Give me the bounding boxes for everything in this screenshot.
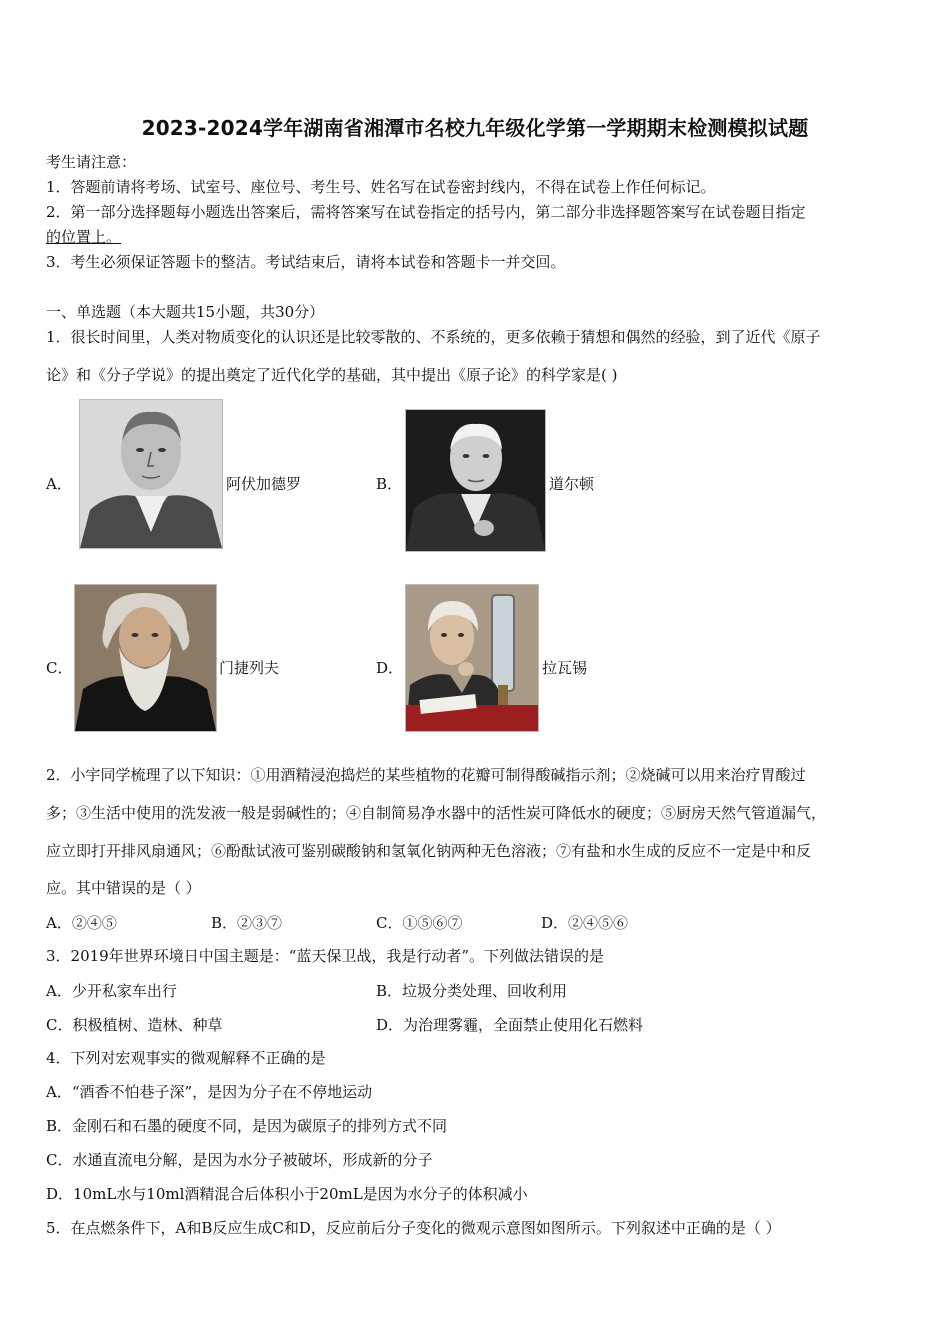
q4-option-a: A．“酒香不怕巷子深”，是因为分子在不停地运动 [46, 1083, 373, 1101]
q4-stem: 4．下列对宏观事实的微观解释不正确的是 [46, 1049, 326, 1067]
q4-option-b: B．金刚石和石墨的硬度不同，是因为碳原子的排列方式不同 [46, 1117, 448, 1135]
notice-item-1: 1．答题前请将考场、试室号、座位号、考生号、姓名写在试卷密封线内，不得在试卷上作任何标记。 [46, 178, 716, 196]
q1-option-d-letter: D． [376, 659, 404, 677]
avogadro-portrait [79, 399, 223, 549]
q3-option-b: B．垃圾分类处理、回收利用 [376, 982, 568, 1000]
page-title: 2023-2024学年湖南省湘潭市名校九年级化学第一学期期末检测模拟试题 [141, 116, 809, 140]
q5-stem: 5．在点燃条件下，A和B反应生成C和D，反应前后分子变化的微观示意图如图所示。下列叙述中正确的是（ ） [46, 1219, 781, 1237]
notice-heading: 考生请注意： [46, 153, 137, 171]
mendeleev-portrait-image [75, 585, 216, 731]
q1-stem-line1: 1．很长时间里，人类对物质变化的认识还是比较零散的、不系统的，更多依赖于猜想和偶然的经验，到了近代《原子 [46, 328, 821, 346]
notice-item-3: 3．考生必须保证答题卡的整洁。考试结束后，请将本试卷和答题卡一并交回。 [46, 253, 566, 271]
q1-option-d-name: 拉瓦锡 [542, 659, 588, 677]
q2-stem-line3: 应立即打开排风扇通风；⑥酚酞试液可鉴别碳酸钠和氢氧化钠两种无色溶液；⑦有盐和水生成的反应不一定是中和反 [46, 842, 812, 860]
q2-stem-line2: 多；③生活中使用的洗发液一般是弱碱性的；④自制简易净水器中的活性炭可降低水的硬度；⑤厨房天然气管道漏气， [46, 804, 827, 822]
notice-item-2-cont: 的位置上。 [46, 228, 122, 246]
q1-option-a-name: 阿伏加德罗 [226, 475, 302, 493]
q2-option-c: C．①⑤⑥⑦ [376, 914, 463, 932]
q2-stem-line4: 应。其中错误的是（ ） [46, 879, 201, 897]
q1-stem-line2: 论》和《分子学说》的提出奠定了近代化学的基础，其中提出《原子论》的科学家是( ) [46, 366, 618, 384]
q3-option-a: A．少开私家车出行 [46, 982, 177, 1000]
dalton-portrait-image [406, 410, 545, 551]
avogadro-portrait-image [80, 400, 222, 548]
q2-option-d: D．②④⑤⑥ [541, 914, 629, 932]
q1-option-b-letter: B． [376, 475, 403, 493]
q1-option-a-letter: A． [46, 475, 72, 493]
notice-item-2: 2．第一部分选择题每小题选出答案后，需将答案写在试卷指定的括号内，第二部分非选择题答案写在试卷题目指定 [46, 203, 806, 221]
section-heading: 一、单选题（本大题共15小题，共30分） [46, 303, 325, 321]
q1-option-b-name: 道尔顿 [549, 475, 595, 493]
q4-option-c: C．水通直流电分解，是因为水分子被破坏，形成新的分子 [46, 1151, 433, 1169]
q2-option-b: B．②③⑦ [211, 914, 283, 932]
q1-option-c-name: 门捷列夫 [219, 659, 280, 677]
lavoisier-portrait [405, 584, 539, 732]
q2-option-a: A．②④⑤ [46, 914, 117, 932]
q1-option-c-letter: C． [46, 659, 73, 677]
q2-stem-line1: 2．小宇同学梳理了以下知识：①用酒精浸泡捣烂的某些植物的花瓣可制得酸碱指示剂；②烧碱可以用来治疗胃酸过 [46, 766, 806, 784]
q3-stem: 3．2019年世界环境日中国主题是：“蓝天保卫战，我是行动者”。下列做法错误的是 [46, 947, 605, 965]
q3-option-d: D．为治理雾霾，全面禁止使用化石燃料 [376, 1016, 644, 1034]
q4-option-d: D．10mL水与10ml酒精混合后体积小于20mL是因为水分子的体积减小 [46, 1185, 528, 1203]
mendeleev-portrait [74, 584, 217, 732]
lavoisier-portrait-image [406, 585, 538, 731]
q3-option-c: C．积极植树、造林、种草 [46, 1016, 223, 1034]
dalton-portrait [405, 409, 546, 552]
